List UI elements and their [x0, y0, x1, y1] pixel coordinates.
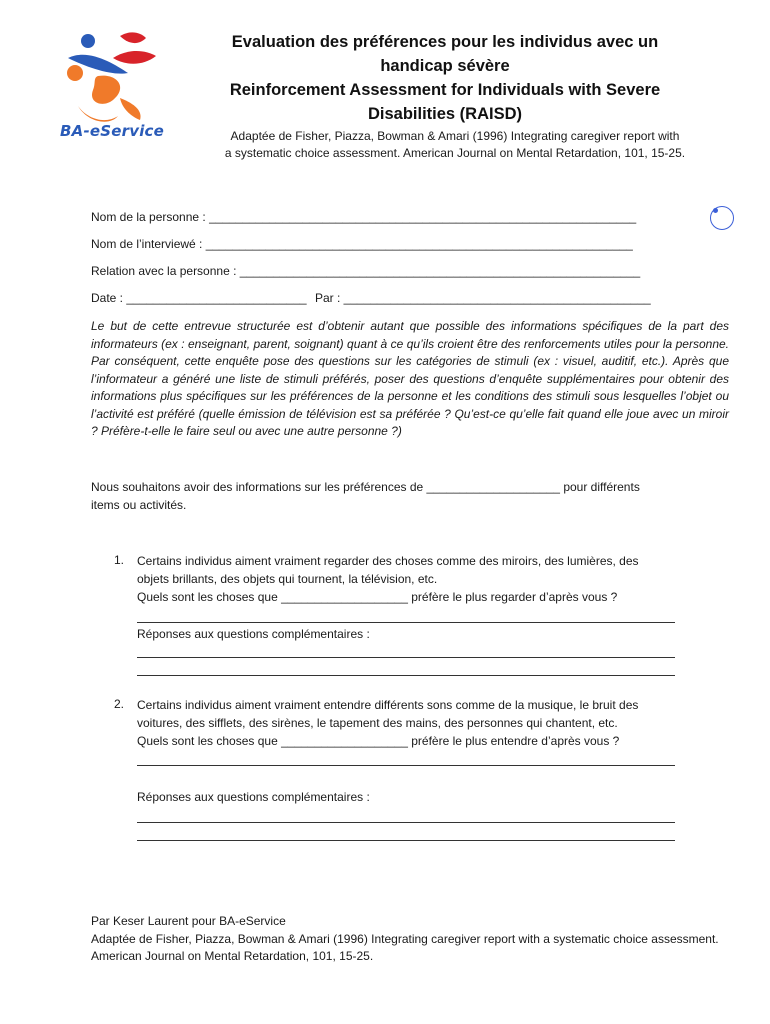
footer-source: Adaptée de Fisher, Piazza, Bowman & Amari (1996) Integrating caregiver report with a systematic choice assessment. American Journal on Mental Retardation, 101, 15-25.: [91, 931, 719, 963]
answer-line[interactable]: [137, 657, 675, 658]
subtitle: [195, 128, 715, 162]
question-1-line-2: objets brillants, des objets qui tournent, la télévision, etc.: [137, 572, 438, 586]
question-2-line-2: voitures, des sifflets, des sirènes, le tapement des mains, des personnes qui chantent, etc.: [137, 716, 618, 730]
wish-statement: [91, 479, 711, 514]
title-line-3: Reinforcement Assessment for Individuals with Severe: [229, 81, 661, 99]
logo-orange-leg: [120, 98, 141, 120]
circle-dot-icon: [713, 208, 718, 213]
logo-red-shape: [120, 32, 146, 43]
intro-paragraph: Le but de cette entrevue structurée est d’obtenir autant que possible des informations spécifiques de la part des informateurs (ex : enseignant, parent, soignant) quant à ce qu’ils croient être des renforcements utiles pour la personne. Par conséquent, cette enquête pose des questions sur les catégories de stimuli (ex : visuel, auditif, etc.). Après que l’informateur a généré une liste de stimuli préférés, poser des questions d’enquête supplémentaires pour obtenir des informations plus spécifiques sur les préférences de la personne et les conditions des stimuli sous lesquelles l’objet ou l’activité est préféré (quelle émission de télévision est sa préférée ? Qu’est-ce qu’elle fait quand elle joue avec un miroir ? Préfère-t-elle le faire seul ou avec une autre personne ?): [91, 319, 729, 438]
field-nom-interviewe[interactable]: Nom de l’interviewé : ________________________________________________________________: [91, 237, 633, 251]
logo-blue-head: [81, 34, 95, 48]
field-par[interactable]: Par : ______________________________________________: [315, 291, 651, 305]
logo-orange-arc: [78, 106, 118, 122]
wish-line-2: items ou activités.: [91, 497, 187, 512]
logo-orange-body: [92, 76, 120, 104]
field-date[interactable]: Date : ___________________________: [91, 291, 307, 305]
answer-line[interactable]: [137, 765, 675, 766]
question-2-line-1: Certains individus aiment vraiment entendre différents sons comme de la musique, le bruit des: [137, 698, 639, 712]
subtitle-line-1: Adaptée de Fisher, Piazza, Bowman & Amari (1996) Integrating caregiver report with: [230, 129, 680, 143]
answer-line[interactable]: [137, 822, 675, 823]
subtitle-line-2: a systematic choice assessment. American Journal on Mental Retardation, 101, 15-25.: [224, 146, 686, 160]
question-1-followup: Réponses aux questions complémentaires :: [137, 627, 370, 641]
wish-line-1[interactable]: Nous souhaitons avoir des informations sur les préférences de ____________________ pour différents: [91, 480, 640, 494]
field-nom-personne[interactable]: Nom de la personne : ________________________________________________________________: [91, 210, 637, 224]
logo-red-arm: [113, 51, 156, 64]
title-line-4: Disabilities (RAISD): [367, 105, 523, 123]
question-2-number: 2.: [114, 697, 125, 711]
question-1-line-1: Certains individus aiment vraiment regarder des choses comme des miroirs, des lumières, des: [137, 554, 639, 568]
question-1-number: 1.: [114, 553, 125, 567]
annotation-circle-button[interactable]: [710, 206, 734, 230]
question-2-followup: Réponses aux questions complémentaires :: [137, 790, 370, 804]
question-1-ask[interactable]: Quels sont les choses que ___________________ préfère le plus regarder d’après vous ?: [137, 590, 618, 604]
question-2: [137, 696, 697, 750]
question-1: [137, 552, 697, 606]
question-2-ask[interactable]: Quels sont les choses que ___________________ préfère le plus entendre d’après vous ?: [137, 734, 620, 748]
answer-line[interactable]: [137, 675, 675, 676]
answer-line[interactable]: [137, 840, 675, 841]
logo-text: BA-eService: [60, 122, 164, 140]
answer-line[interactable]: [137, 622, 675, 623]
title-line-1: Evaluation des préférences pour les individus avec un: [231, 33, 659, 51]
field-relation[interactable]: Relation avec la personne : ____________________________________________________________: [91, 264, 641, 278]
footer: [91, 913, 731, 966]
title-line-2: handicap sévère: [380, 57, 510, 75]
logo-orange-head: [67, 65, 83, 81]
footer-author: Par Keser Laurent pour BA-eService: [91, 914, 286, 928]
